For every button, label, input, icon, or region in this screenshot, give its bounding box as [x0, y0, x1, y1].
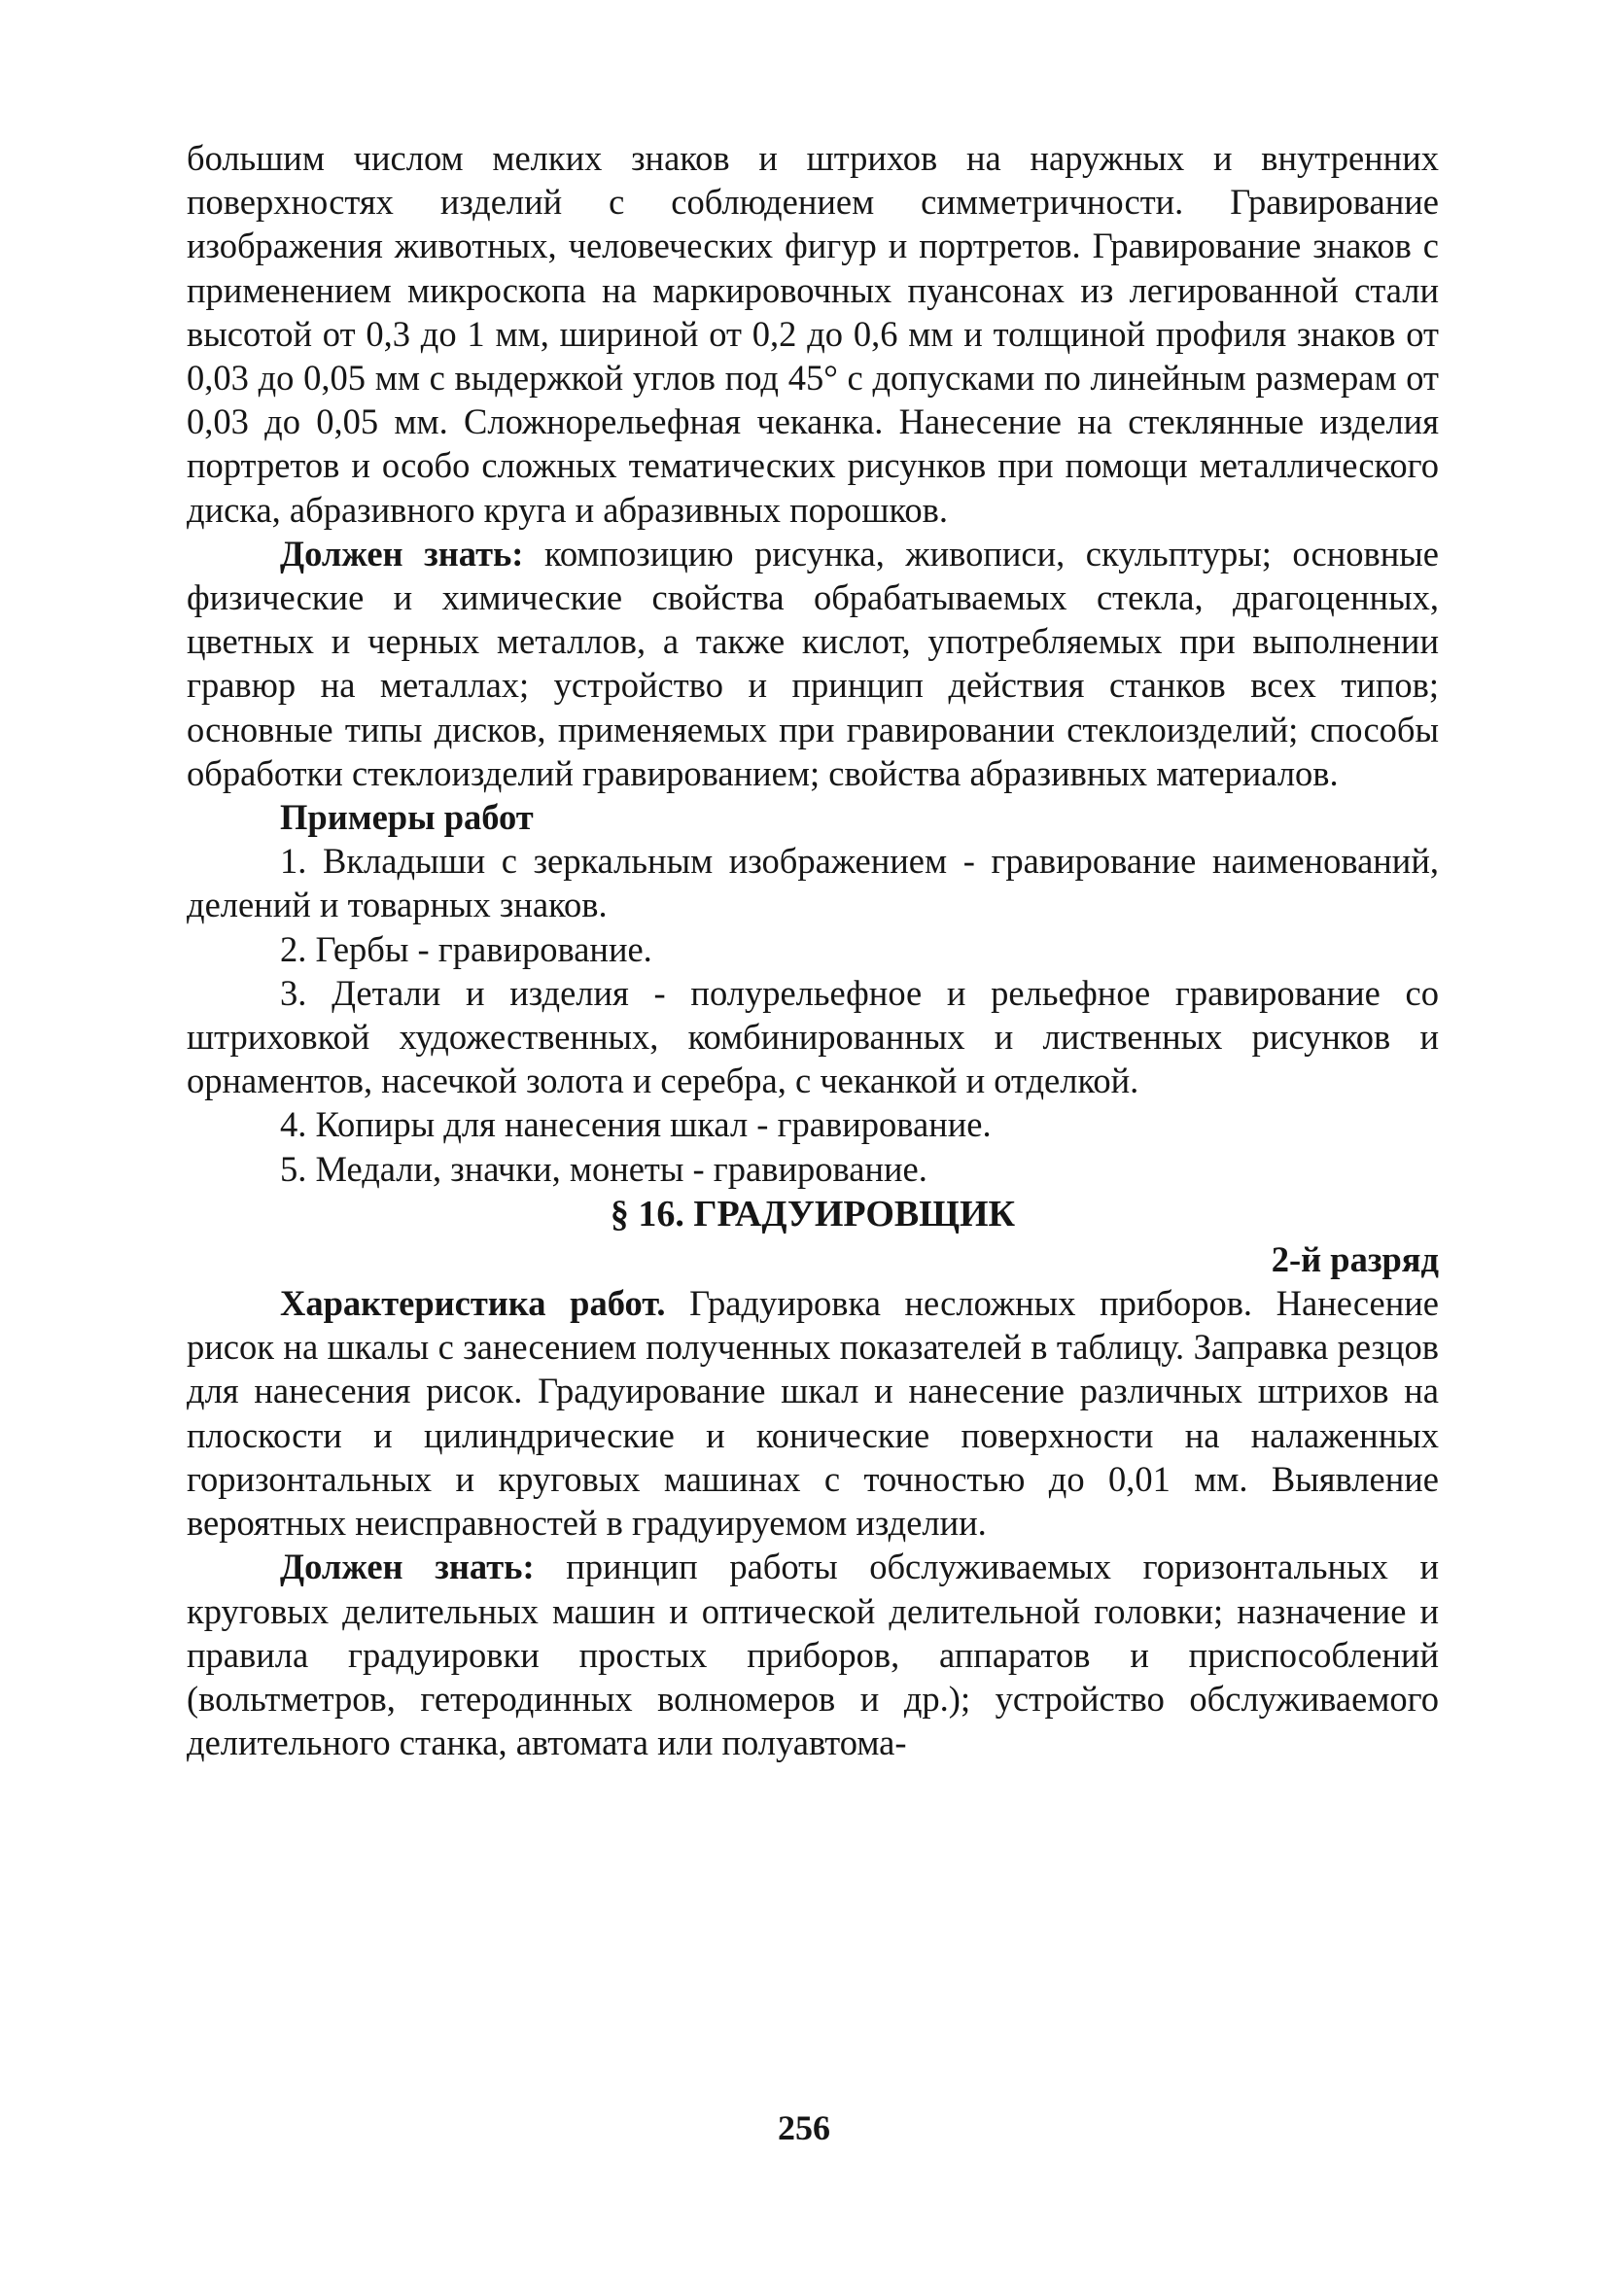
list-item: 4. Копиры для нанесения шкал - гравирование.	[280, 1104, 992, 1145]
section-title: § 16. ГРАДУИРОВЩИК	[610, 1193, 1016, 1235]
work-characteristics-label: Характеристика работ.	[280, 1283, 666, 1324]
grade-label: 2-й разряд	[1271, 1238, 1439, 1279]
list-item: 5. Медали, значки, монеты - гравирование.	[280, 1148, 927, 1189]
work-characteristics-text: Градуировка несложных приборов. Нанесение рисок на шкалы с занесением полученных показателей в таблицу. Заправка резцов для нанесения рисок. Градуирование шкал и нанесение различных штрихов на плоскости и цилиндрические и конические поверхности на налаженных горизонтальных и круговых машинах с точностью до 0,01 мм. Выявление вероятных неисправностей в градуируемом изделии.	[187, 1283, 1439, 1544]
must-know-text-2: принцип работы обслуживаемых горизонтальных и круговых делительных машин и оптической делительной головки; назначение и правила градуировки простых приборов, аппаратов и приспособлений (вольтметров, гетеродинных волномеров и др.); устройство обслуживаемого делительного станка, автомата или полуавтома-	[187, 1547, 1439, 1763]
must-know-text-1: композицию рисунка, живописи, скульптуры; основные физические и химические свойства обрабатываемых стекла, драгоценных, цветных и черных металлов, а также кислот, употребляемых при выполнении гравюр на металлах; устройство и принцип действия станков всех типов; основные типы дисков, применяемых при гравировании стеклоизделий; способы обработки стеклоизделий гравированием; свойства абразивных материалов.	[187, 533, 1439, 793]
list-item: 3. Детали и изделия - полурельефное и рельефное гравирование со штриховкой художественных, комбинированных и лиственных рисунков и орнаментов, насечкой золота и серебра, с чеканкой и отделкой.	[187, 972, 1439, 1101]
list-item: 1. Вкладыши с зеркальным изображением - гравирование наименований, делений и товарных знаков.	[187, 841, 1439, 925]
work-characteristics-paragraph	[187, 1281, 1439, 1545]
must-know-label-2: Должен знать:	[280, 1547, 535, 1587]
continuation-paragraph: большим числом мелких знаков и штрихов на наружных и внутренних поверхностях изделий с соблюдением симметричности. Гравирование изображения животных, человеческих фигур и портретов. Гравирование знаков с применением микроскопа на маркировочных пуансонах из легированной стали высотой от 0,3 до 1 мм, шириной от 0,2 до 0,6 мм и толщиной профиля знаков от 0,03 до 0,05 мм с выдержкой углов под 45° с допусками по линейным размерам от 0,03 до 0,05 мм. Сложнорельефная чеканка. Нанесение на стеклянные изделия портретов и особо сложных тематических рисунков при помощи металлического диска, абразивного круга и абразивных порошков.	[187, 138, 1439, 530]
must-know-paragraph-2	[187, 1545, 1439, 1764]
examples-list	[187, 839, 1439, 1191]
must-know-paragraph-1	[187, 532, 1439, 795]
must-know-label-1: Должен знать:	[280, 533, 524, 574]
examples-heading: Примеры работ	[280, 797, 534, 838]
document-page	[187, 136, 1439, 1764]
list-item: 2. Гербы - гравирование.	[280, 928, 652, 969]
page-number: 256	[778, 2108, 830, 2147]
